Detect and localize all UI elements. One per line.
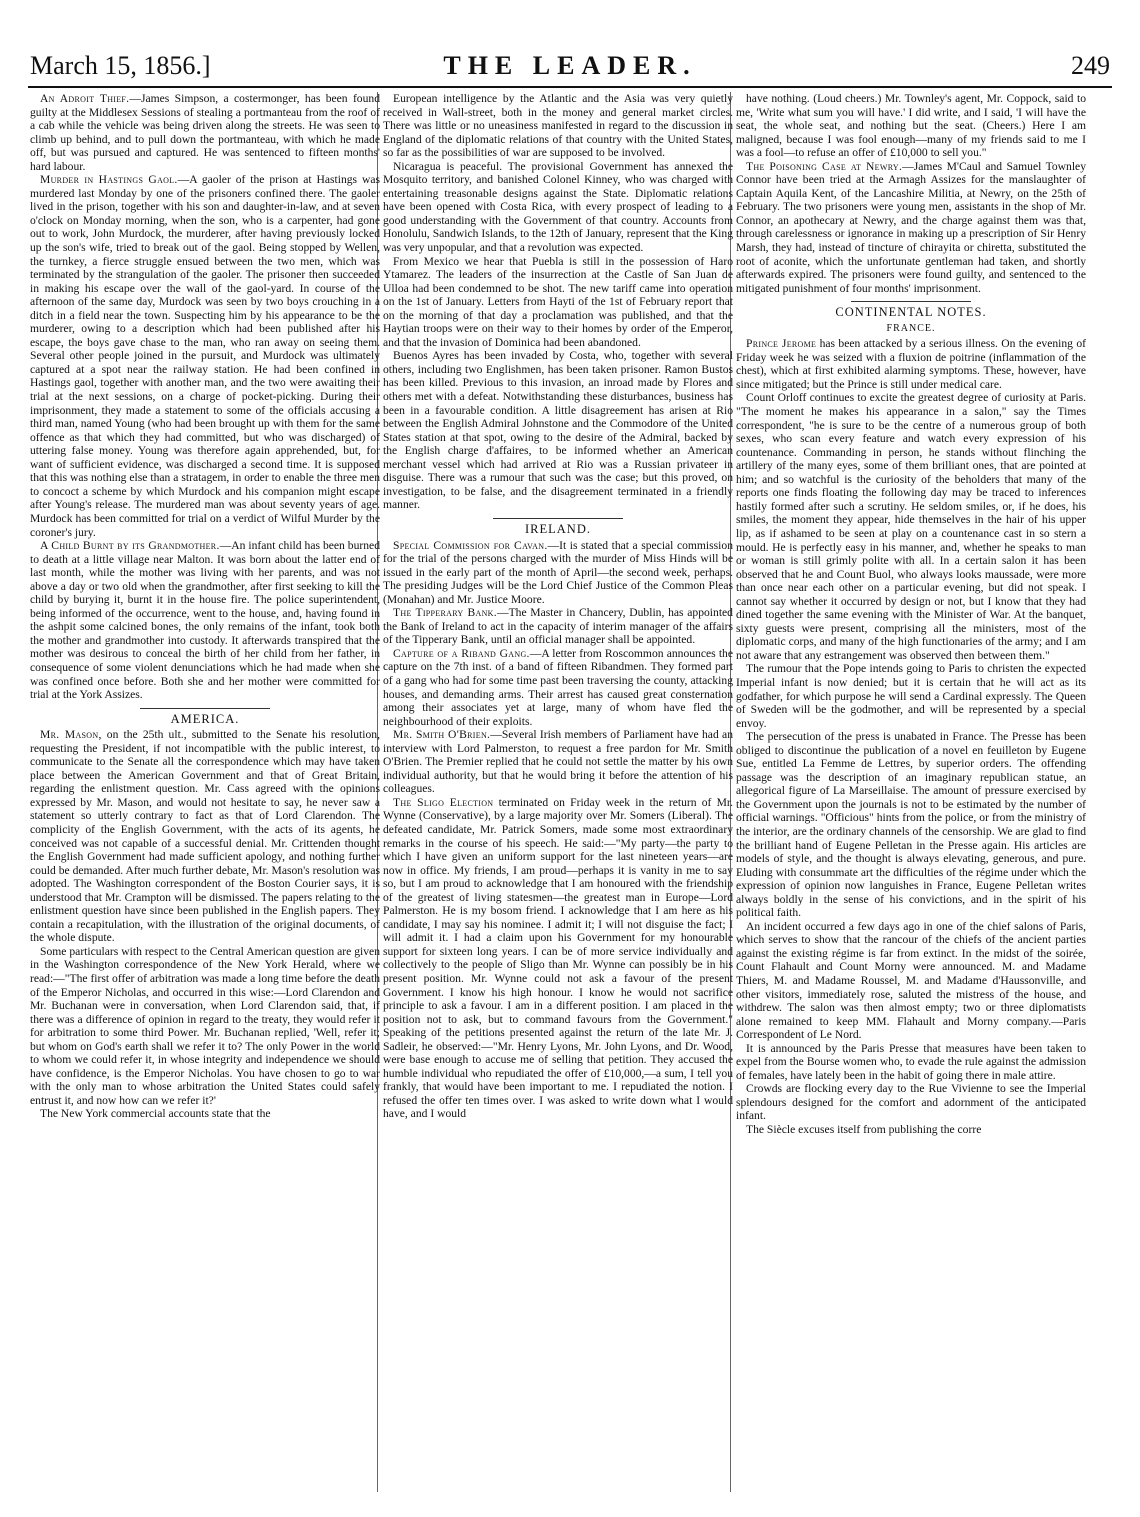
article-body: terminated on Friday week in the return of Mr. Wynne (Conservative), by a large majority over Mr. Somers (Liberal). The defeated candidate, Mr. Patrick Somers, made some most extraordinary remarks in the course of his speech. He said:—"My party—the party to which I have given an uniform support for the last nineteen years—are now in office. My friends, I am proud—perhaps it is vanity in me to say so, but I am proud to acknowledge that I am honoured with the friendship of the greatest of living statesmen—the greatest man in Europe—Lord Palmerston. He is my bosom friend. I acknowledge that I am here as his candidate, I may say his nominee. I admit it; I will not disguise the fact; I will admit it. I had a claim upon his Government for my honourable support for sixteen long years. I can be of more service individually and collectively to the people of Sligo than Mr. Wynne can possibly be in his present position. Mr. Wynne could not ask a favour of the present Government. I know his high honour. I know he would not sacrifice principle to ask a favour. I am in a different position. I am placed in the position not to ask, but to command favours from the Government." Speaking of the petitions presented against the return of the late Mr. J. Sadleir, he observed:—"Mr. Henry Lyons, Mr. John Lyons, and Dr. Wood, were base enough to accuse me of selling that petition. They accused the humble individual who repudiated the offer of £10,000,—a sum, I tell you frankly, that would have been important to me. I repudiated the notion. I refused the offer ten times over. I was asked to write down what I would have, and I would bbox=[383, 795, 733, 1121]
article-title: The Sligo Election bbox=[393, 795, 494, 809]
column-2 bbox=[383, 92, 733, 1492]
paragraph: Count Orloff continues to excite the greatest degree of curiosity at Paris. "The moment he makes his appearance in a salon," say the Times correspondent, "he is sure to be the centre of a numerous group of both sexes, who scan every feature and watch every expression of his countenance. Commanding in person, he stands without flinching the artillery of the many eyes, some of them brilliant ones, that are pointed at him; and so watchful is the curiosity of the beholders that many of the reports one finds floating the following day may be traced to inferences hastily formed after such a scrutiny. He seldom smiles, or, if he does, his smiles, the moment they appear, hide themselves in the hair of his upper lip, as if ashamed to be seen at play on a countenance cast in so stern a mould. He is perfectly easy in his manner, and, whether he speaks to man or woman is still grimly polite with all. In a certain salon it has been observed that he and Count Buol, who always looks maussade, were more than once near each other on a particular evening, but did not speak. I cannot say whether it occurred by design or not, but I know that they had dined together the same evening with the Minister of War. At the banquet, sixty guests were present, comprising all the ministers, most of the diplomatic corps, and many of the high functionaries of the army; and I am not aware that any estrangement was observed then between them." bbox=[736, 391, 1086, 662]
article-title: Prince Jerome bbox=[746, 337, 817, 351]
article-body: —Several Irish members of Parliament have had an interview with Lord Palmerston, to request a free pardon for Mr. Smith O'Brien. The Premier replied that he could not settle the matter by his own individual authority, but that he would bring it before the attention of his colleagues. bbox=[383, 728, 733, 796]
masthead bbox=[30, 50, 1110, 90]
article-body: —An infant child has been burned to death at a little village near Malton. It was born about the latter end of last month, while the mother was living with her parents, and was not above a day or two old when the grandmother, after first seeking to kill the child by burying it, burnt it in the house fire. The police superintendent, being informed of the occurrence, went to the house, and, having found in the ashpit some calcined bones, the only remains of the infant, took both the mother and grandmother into custody. It afterwards transpired that the mother was desirous to conceal the birth of her child from her father, in consequence of some violent denunciations which he had made when she was confined once before. Both she and her mother were committed for trial at the York Assizes. bbox=[30, 539, 380, 702]
paragraph: The Siècle excuses itself from publishing the corre bbox=[746, 1123, 982, 1137]
paragraph: It is announced by the Paris Presse that measures have been taken to expel from the Bourse women who, to evade the rule against the admission of females, have lately been in the habit of going there in male attire. bbox=[736, 1041, 1086, 1082]
article-body: —James M'Caul and Samuel Townley Connor have been tried at the Armagh Assizes for the manslaughter of Captain Aquila Kent, of the Lancashire Militia, at Newry, on the 25th of February. The two prisoners were young men, assistants in the shop of Mr. Connor, an apothecary at Newry, and the charge against them was that, through carelessness or ignorance in making up a prescription of Sir Henry Marsh, they had, instead of tincture of chirayita or chiretta, substituted the root of aconite, which the unfortunate gentleman had taken, and shortly afterwards expired. The prisoners were found guilty, and sentenced to the mitigated punishment of four months' imprisonment. bbox=[736, 159, 1086, 295]
article-body: —A letter from Roscommon announces the capture on the 7th inst. of a band of fifteen Ribandmen. They formed part of a gang who had for some time past been traversing the county, attacking houses, and demanding arms. Their arrest has caused great consternation among their associates yet at large, many of whom have fled the neighbourhood of their exploits. bbox=[383, 646, 733, 728]
article-title: The Tipperary Bank. bbox=[393, 606, 497, 620]
paragraph: Buenos Ayres has been invaded by Costa, who, together with several others, including two Englishmen, has been taken prisoner. Ramon Bustos has been killed. Previous to this invasion, an inroad made by Flores and others met with a defeat. Notwithstanding these disturbances, business has been in a favourable condition. A little disagreement has arisen at Rio between the English Admiral Johnstone and the Commodore of the United States station at that spot, owing to the desire of the Admiral, backed by the English charge d'affaires, to be informed whether an American merchant vessel which had arrived at Rio was a Russian privateer in disguise. There was a rumour that such was the case; but this proved, on investigation, to be false, and the disagreement terminated in a friendly manner. bbox=[383, 349, 733, 512]
paragraph: European intelligence by the Atlantic and the Asia was very quietly received in Wall-street, both in the money and general market circles. There was little or no uneasiness manifested in regard to the discussion in England of the diplomatic relations of that country with the United States, so far as the possibilities of war are supposed to be involved. bbox=[383, 92, 733, 160]
article-poisoning-newry bbox=[736, 160, 1086, 295]
article-title: Special Commission for Cavan. bbox=[393, 538, 548, 552]
article-body: —James Simpson, a costermonger, has been found guilty at the Middlesex Sessions of stealing a portmanteau from the roof of a cab while the vehicle was being driven along the streets. He was seen to climb up behind, and to pull down the portmanteau, with which he made off, but was pursued and captured. He was sentenced to fifteen months' hard labour. bbox=[30, 92, 380, 173]
subheading-france: FRANCE. bbox=[886, 322, 936, 334]
paragraph: have nothing. (Loud cheers.) Mr. Townley's agent, Mr. Coppock, said to me, 'Write what sum you will have.' I did write, and I said, 'I will have the seat, the whole seat, and nothing but the seat. (Cheers.) Here I am maligned, because I was fool enough—many of my friends said to me I was a fool—to refuse an offer of £10,000 to sell you." bbox=[736, 92, 1086, 160]
article-body: has been attacked by a serious illness. On the evening of Friday week he was seized with a fluxion de poitrine (inflammation of the chest), which at first exhibited alarming symptoms. These, however, have since mitigated; but the Prince is still under medical care. bbox=[736, 337, 1086, 391]
column-3 bbox=[736, 92, 1086, 1492]
article-smith-obrien bbox=[383, 728, 733, 796]
paragraph: The rumour that the Pope intends going to Paris to christen the expected Imperial infant is now denied; but it is certain that he will act as its godfather, for which purpose he will send a Cardinal expressly. The Queen of Sweden will be the godmother, and will be represented by a special envoy. bbox=[736, 662, 1086, 730]
paragraph: The persecution of the press is unabated in France. The Presse has been obliged to discontinue the publication of a novel en feuilleton by Eugene Sue, entitled La Femme de Lettres, by superior orders. The offending passage was the description of an imaginary republican statue, an allegorical figure of La Marseillaise. The amount of pressure exercised by the Government upon the journals is not to be estimated by the number of official warnings. "Officious" hints from the police, or from the ministry of the interior, are the ordinary channels of the censorship. We are glad to find the brilliant hand of Eugene Pelletan in the Presse again. His articles are models of style, and the thought is always elevating, generous, and pure. Eluding with consummate art the difficulties of the régime under which the expression of opinion now languishes in France, Eugene Pelletan writes always boldly in the sense of his convictions, and in the spirit of his political faith. bbox=[736, 730, 1086, 920]
article-title: Murder in Hastings Gaol. bbox=[40, 173, 178, 187]
article-prince-jerome bbox=[736, 337, 1086, 391]
section-heading-continental: CONTINENTAL NOTES. bbox=[835, 305, 987, 320]
article-title: Capture of a Riband Gang. bbox=[393, 646, 530, 660]
article-body: —A gaoler of the prison at Hastings was murdered last Monday by one of the prisoners confined there. The gaoler lived in the prison, together with his son and daughter-in-law, and at seven o'clock on Monday morning, when the son, who is a carpenter, had gone out to work, John Murdock, the murderer, after having previously locked up the son's wife, tried to break out of the gaol. Being stopped by Wellen, the turnkey, a fierce struggle ensued between the two men, which was terminated by the strangulation of the gaoler. The prisoner then succeeded in making his escape over the wall of the gaol-yard. In course of the afternoon of the same day, Murdock was seen by two boys crouching in a ditch in a field near the town. Suspecting him by his appearance to be the murderer, owing to a description which had been published after his escape, the boys gave chase to the man, who ran away on seeing them. Several other people joined in the pursuit, and Murdock was ultimately captured at a spot near the railway station. He had been confined in Hastings gaol, together with another man, and the two were awaiting their trial at the next sessions, on a charge of pocket-picking. During their imprisonment, they made a statement to some of the officials accusing a third man, named Young (who had been brought up with them for the same offence as that which they had committed, but who was discharged) of uttering false money. Young was therefore again apprehended, but, for want of sufficient evidence, was discharged a second time. It is supposed that this was nothing else than a stratagem, in order to enable the three men to concoct a scheme by which Murdock and his companion might escape after Young's release. The murdered man was about seventy years of age. Murdock has been committed for trial on a verdict of Wilful Murder by the coroner's jury. bbox=[30, 173, 380, 539]
column-1 bbox=[30, 92, 380, 1492]
issue-date: March 15, 1856.] bbox=[30, 51, 211, 80]
article-title: An Adroit Thief. bbox=[40, 92, 130, 105]
article-title: The Poisoning Case at Newry. bbox=[746, 159, 903, 173]
article-adroit-thief bbox=[30, 92, 380, 173]
header-rule bbox=[28, 86, 1112, 88]
page-number: 249 bbox=[1071, 51, 1110, 80]
article-body: —The Master in Chancery, Dublin, has appointed the Bank of Ireland to act in the capacity of interim manager of the affairs of the Tipperary Bank, until an official manager shall be appointed. bbox=[383, 606, 733, 647]
paragraph: An incident occurred a few days ago in one of the chief salons of Paris, which serves to show that the rancour of the chiefs of the ancient parties against the existing régime is far from extinct. In the midst of the soirée, Count Flahault and Count Morny were announced. M. and Madame Thiers, M. and Madame Roussel, M. and Madame d'Haussonville, and other visitors, immediately rose, saluted the mistress of the house, and withdrew. The salon was then almost empty; two or three diplomatists alone remained to keep MM. Flahault and Morny company.—Paris Correspondent of Le Nord. bbox=[736, 919, 1086, 1042]
paragraph: Some particulars with respect to the Central American question are given in the Washington correspondence of the New York Herald, where we read:—"The first offer of arbitration was made a long time before the death of the Emperor Nicholas, and occurred in this wise:—Lord Clarendon and Mr. Buchanan were in conversation, when Lord Clarendon said, that, if there was a difference of opinion in regard to the treaty, they would refer it for arbitration to some third Power. Mr. Buchanan replied, 'Well, refer it; but whom on God's earth shall we refer it to? The only Power in the world to whom we could refer it, in whose integrity and independence we should have confidence, is the Emperor Nicholas. You have chosen to go to war with the only man to whose arbitration the United States could safely entrust it, and now how can we refer it?' bbox=[30, 944, 380, 1107]
paragraph: Nicaragua is peaceful. The provisional Government has annexed the Mosquito territory, and banished Colonel Kinney, who was charged with entertaining treasonable designs against the State. Diplomatic relations have been opened with Costa Rica, with every prospect of leading to a good understanding with the Government of that country. Accounts from Honolulu, Sandwich Islands, to the 12th of January, represent that the King was very unpopular, and that a revolution was expected. bbox=[383, 159, 733, 255]
article-body: on the 25th ult., submitted to the Senate his resolution, requesting the President, if not incompatible with the public interest, to communicate to the Senate all the correspondence which may have taken place between the American Government and that of Great Britain, regarding the enlistment question. Mr. Cass agreed with the opinions expressed by Mr. Mason, and would not hesitate to say, he never saw a statement so utterly contrary to fact as that of Lord Clarendon. The complicity of the English Government, with the acts of its agents, he conceived was not capable of a successful denial. Mr. Crittenden thought the English Government had made sufficient apology, and nothing further could be demanded. After much further debate, Mr. Mason's resolution was adopted. The Washington correspondent of the Boston Courier says, it is understood that Mr. Crampton will be dismissed. The papers relating to the enlistment question have since been published in the English papers. They contain a recapitulation, with the illustration of the original documents, of the whole dispute. bbox=[30, 728, 380, 945]
paragraph: Crowds are flocking every day to the Rue Vivienne to see the Imperial splendours designed for the comfort and adornment of the anticipated infant. bbox=[736, 1082, 1086, 1123]
section-rule bbox=[851, 301, 971, 302]
newspaper-title: THE LEADER. bbox=[443, 51, 697, 80]
section-heading-america: AMERICA. bbox=[170, 711, 240, 726]
section-rule bbox=[493, 518, 623, 519]
section-heading-ireland: IRELAND. bbox=[525, 521, 591, 536]
article-special-commission bbox=[383, 539, 733, 607]
article-tipperary-bank bbox=[383, 606, 733, 647]
paragraph: From Mexico we hear that Puebla is still in the possession of Haro Ytamarez. The leaders of the insurrection at the Castle of San Juan de Ulloa had been condemned to be shot. The new tariff came into operation on the 1st of January. Letters from Hayti of the 1st of February report that on the morning of that day a proclamation was published, and that the Haytian troops were on their way to their homes by order of the Emperor, and that the invasion of Dominica had been abandoned. bbox=[383, 254, 733, 349]
article-title: Mr. Smith O'Brien. bbox=[393, 728, 491, 742]
paragraph: The New York commercial accounts state that the bbox=[40, 1107, 271, 1121]
article-sligo-election bbox=[383, 796, 733, 1121]
article-child-burnt bbox=[30, 539, 380, 702]
article-lead: Mr. Mason, bbox=[40, 728, 102, 742]
article-title: A Child Burnt by its Grandmother. bbox=[40, 539, 220, 553]
article-riband-gang bbox=[383, 647, 733, 728]
section-rule bbox=[140, 708, 270, 709]
article-america bbox=[30, 728, 380, 945]
article-hastings-murder bbox=[30, 173, 380, 539]
article-body: —It is stated that a special commission for the trial of the persons charged with the murder of Miss Hinds will be issued in the early part of the month of April—the second week, perhaps. The presiding Judges will be the Lord Chief Justice of the Common Pleas (Monahan) and Mr. Justice Moore. bbox=[383, 538, 733, 606]
